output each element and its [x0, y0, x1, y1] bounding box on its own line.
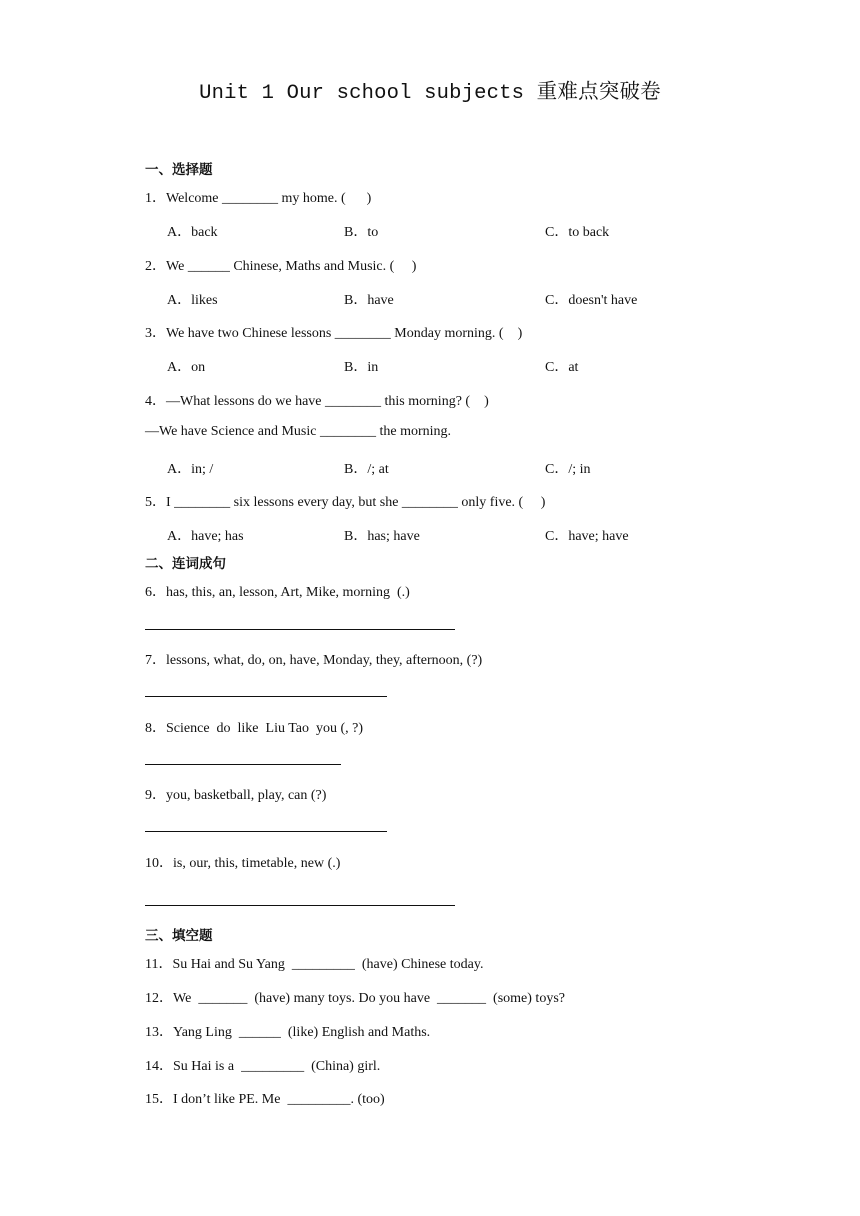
- answer-line-8[interactable]: [145, 764, 341, 765]
- blank-14[interactable]: _________: [241, 1059, 305, 1074]
- blank-12a[interactable]: _______: [198, 991, 248, 1006]
- answer-line-10[interactable]: [145, 905, 455, 906]
- answer-line-6[interactable]: [145, 629, 455, 630]
- answer-line-9[interactable]: [145, 831, 387, 832]
- question-4-line-2: —We have Science and Music ________ the morning.: [145, 424, 452, 439]
- blank-11[interactable]: _________: [291, 957, 355, 972]
- question-1: 1．Welcome ________ my home. ( ): [145, 191, 372, 206]
- question-7: 7．lessons, what, do, on, have, Monday, they, afternoon, (?): [145, 653, 483, 668]
- blank-13[interactable]: ______: [238, 1025, 281, 1040]
- q2-option-a: A．likes: [167, 293, 218, 308]
- question-3: 3．We have two Chinese lessons ________ Monday morning. ( ): [145, 326, 523, 341]
- question-13: 13．Yang Ling ______ (like) English and Maths.: [145, 1025, 431, 1040]
- blank-15[interactable]: _________: [287, 1092, 351, 1107]
- q4-option-c: C．/; in: [545, 462, 591, 477]
- q4-option-b: B．/; at: [344, 462, 389, 477]
- q5-option-b: B．has; have: [344, 529, 420, 544]
- question-10: 10．is, our, this, timetable, new (.): [145, 856, 341, 871]
- blank-12b[interactable]: _______: [437, 991, 487, 1006]
- q4-option-a: A．in; /: [167, 462, 214, 477]
- section-heading-choice: 一、选择题: [145, 162, 213, 178]
- answer-line-7[interactable]: [145, 696, 387, 697]
- question-12: 12．We _______ (have) many toys. Do you have _______ (some) toys?: [145, 991, 565, 1006]
- q1-option-a: A．back: [167, 225, 218, 240]
- q3-option-a: A．on: [167, 360, 206, 375]
- q3-option-c: C．at: [545, 360, 579, 375]
- q1-option-c: C．to back: [545, 225, 610, 240]
- q3-option-b: B．in: [344, 360, 379, 375]
- question-2: 2．We ______ Chinese, Maths and Music. ( ): [145, 259, 417, 274]
- section-heading-fill-blank: 三、填空题: [145, 928, 213, 944]
- page-title: Unit 1 Our school subjects 重难点突破卷: [199, 82, 661, 105]
- q5-option-c: C．have; have: [545, 529, 629, 544]
- question-15: 15．I don’t like PE. Me _________. (too): [145, 1092, 385, 1107]
- q2-option-b: B．have: [344, 293, 394, 308]
- question-14: 14．Su Hai is a _________ (China) girl.: [145, 1059, 381, 1074]
- question-8: 8．Science do like Liu Tao you (, ?): [145, 721, 364, 736]
- q5-option-a: A．have; has: [167, 529, 244, 544]
- question-6: 6．has, this, an, lesson, Art, Mike, morning (.): [145, 585, 410, 600]
- q2-option-c: C．doesn't have: [545, 293, 638, 308]
- question-11: 11．Su Hai and Su Yang _________ (have) Chinese today.: [145, 957, 484, 972]
- section-heading-sentences: 二、连词成句: [145, 556, 226, 572]
- question-4: 4．—What lessons do we have ________ this morning? ( ): [145, 394, 489, 409]
- question-5: 5．I ________ six lessons every day, but she ________ only five. ( ): [145, 495, 546, 510]
- q1-option-b: B．to: [344, 225, 379, 240]
- question-9: 9．you, basketball, play, can (?): [145, 788, 327, 803]
